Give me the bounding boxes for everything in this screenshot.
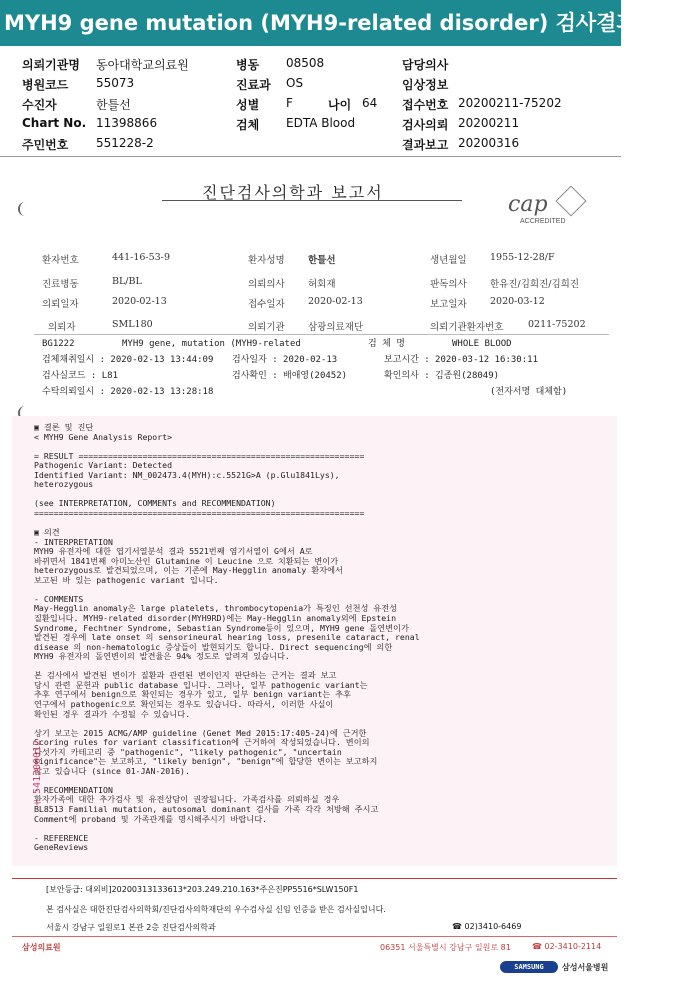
value-request-date: 20200211 bbox=[458, 116, 520, 130]
label-physician: 담당의사 bbox=[402, 58, 449, 72]
divider bbox=[0, 156, 621, 157]
field-label: 의뢰자 bbox=[48, 322, 76, 333]
field-value: 1955-12-28/F bbox=[490, 252, 555, 263]
report-line: < MYH9 Gene Analysis Report> bbox=[34, 431, 173, 442]
label-resident-no: 주민번호 bbox=[22, 138, 69, 152]
field-label: 판독의사 bbox=[430, 279, 467, 290]
field-label: 의뢰기관환자번호 bbox=[430, 322, 504, 333]
binder-hole bbox=[18, 202, 30, 216]
report-line: heterozygous로 발견되었으며, 이는 기존에 May-Hegglin anomaly 환자에서 bbox=[34, 565, 343, 576]
label-chart-no: Chart No. bbox=[22, 116, 87, 130]
report-line: Syndrome, Fechtner Syndrome, Sebastian Syndrome등이 있으며, MYH9 gene 돌연변이가 bbox=[34, 622, 409, 633]
field-label: 의뢰기관 bbox=[248, 322, 285, 333]
report-line: 발견된 경우에 late onset 의 sensorineural hearing loss, presenile cataract, renal bbox=[34, 632, 420, 643]
report-line: MYH9 유전자의 돌연변이의 발견율은 94% 정도로 알려져 있습니다. bbox=[34, 651, 290, 662]
report-line: Comment에 proband 및 가족관계를 명시해주시기 바랍니다. bbox=[34, 813, 268, 824]
report-line: Identified Variant: NM_002473.4(MYH):c.5521G>A (p.Glu1841Lys), bbox=[34, 469, 340, 480]
field-value: 허회재 bbox=[308, 279, 336, 290]
collection-time: 검체채취일시 : 2020-02-13 13:44:09 bbox=[42, 355, 214, 365]
report-line: = RESULT ========================================================== bbox=[34, 450, 365, 461]
report-line: 바뀌면서 1841번째 아미노산인 Glutamine 이 Leucine 으로 치환되는 변이가 bbox=[34, 555, 339, 566]
vertical-serial: + 541300012 bbox=[32, 739, 43, 806]
field-value: 2020-02-13 bbox=[112, 296, 167, 307]
hospital-address: 06351 서울특별시 강남구 일원로 81 bbox=[380, 943, 511, 952]
field-value: 2020-03-12 bbox=[490, 296, 545, 307]
report-line: 환자가족에 대한 추가검사 및 유전상담이 권장됩니다. 가족검사를 의뢰하실 경우 bbox=[34, 794, 340, 805]
value-chart-no: 11398866 bbox=[96, 116, 158, 130]
lab-code: 검사실코드 : L81 bbox=[42, 371, 118, 381]
label-sex: 성별 bbox=[236, 98, 260, 112]
label-report-date: 결과보고 bbox=[402, 138, 449, 152]
report-line: 확인된 경우 결과가 수정될 수 있습니다. bbox=[34, 708, 191, 719]
report-line: 연구에서 pathogenic으로 확인되는 경우도 있습니다. 따라서, 이러한 사실이 bbox=[34, 698, 334, 709]
scanned-report bbox=[12, 166, 617, 972]
value-accession-no: 20200211-75202 bbox=[458, 96, 562, 110]
report-line: Pathogenic Variant: Detected bbox=[34, 460, 173, 471]
report-line: (see INTERPRETATION, COMMENTs and RECOMMENDATION) bbox=[34, 498, 276, 509]
field-value: 삼광의료재단 bbox=[308, 322, 364, 333]
specimen-label: 검 체 명 bbox=[368, 339, 405, 349]
test-verifier: 검사확인 : 배애영(20452) bbox=[232, 371, 348, 381]
label-specimen: 검체 bbox=[236, 118, 260, 132]
test-date: 검사일자 : 2020-02-13 bbox=[232, 355, 338, 365]
label-department: 진료과 bbox=[236, 78, 271, 92]
value-ward: 08508 bbox=[286, 56, 325, 70]
field-value: 0211-75202 bbox=[528, 319, 586, 330]
verifying-doctor: 확인의사 : 김종원(28049) bbox=[384, 371, 500, 381]
cap-accredited-logo: cap ACCREDITED bbox=[502, 190, 592, 230]
test-name: MYH9 gene, mutation (MYH9-related bbox=[122, 339, 301, 349]
field-label: 환자번호 bbox=[42, 255, 79, 266]
report-line: BL8513 Familial mutation, autosomal dominant 검사를 가족 각각 처방해 주시고 bbox=[34, 804, 379, 814]
value-report-date: 20200316 bbox=[458, 136, 520, 150]
report-line: GeneReviews bbox=[34, 842, 89, 853]
report-line: - REFERENCE bbox=[34, 832, 89, 843]
field-value: 441-16-53-9 bbox=[112, 252, 170, 263]
report-line: MYH9 유전자에 대한 엽기서열분석 결과 5521번째 염기서열이 G에서 A로 bbox=[34, 546, 313, 557]
report-line: 본 검사에서 발견된 변이가 질환과 관련된 변이인지 판단하는 근거는 결과 보고 bbox=[34, 670, 337, 681]
report-line: 다섯가지 카테고리 중 "pathogenic", "likely pathogenic", "uncertain bbox=[34, 746, 342, 757]
value-patient: 한틀선 bbox=[96, 98, 131, 112]
heading-underline bbox=[162, 200, 462, 201]
value-department: OS bbox=[286, 76, 304, 90]
field-label: 보고일자 bbox=[430, 299, 467, 310]
test-code: BG1222 bbox=[42, 339, 75, 349]
value-specimen: EDTA Blood bbox=[286, 116, 356, 130]
value-institution: 동아대학교의료원 bbox=[96, 58, 189, 72]
report-time: 보고시간 : 2020-03-12 16:30:11 bbox=[384, 355, 538, 365]
field-value: 한틀선 bbox=[308, 255, 336, 266]
label-clinical-info: 임상정보 bbox=[402, 78, 449, 92]
field-label: 환자성명 bbox=[248, 255, 285, 266]
report-line: disease 의 non-hematologic 증상들이 발현되기도 합니다. Direct sequencing에 의한 bbox=[34, 641, 393, 652]
report-title-banner: MYH9 gene mutation (MYH9-related disorder) 검사결과보고서 bbox=[0, 0, 621, 46]
label-patient: 수진자 bbox=[22, 98, 57, 112]
value-hospital-code: 55073 bbox=[96, 76, 135, 90]
report-line: ▣ 결론 및 진단 bbox=[34, 422, 94, 432]
lab-address: 서울시 강남구 일원로1 본관 2층 진단검사의학과 bbox=[46, 923, 216, 932]
report-line: - RECOMMENDATION bbox=[34, 784, 113, 795]
divider bbox=[12, 936, 617, 937]
field-value: 한유진/김희진/김희진 bbox=[490, 279, 579, 290]
label-request-date: 검사의뢰 bbox=[402, 118, 449, 132]
divider bbox=[34, 334, 609, 335]
report-line: - COMMENTS bbox=[34, 593, 84, 604]
hospital-name: 삼성서울병원 bbox=[562, 963, 609, 972]
report-line: 질환입니다. MYH9-related disorder(MYH9RD)에는 May-Hegglin anomaly외에 Epstein bbox=[34, 613, 397, 623]
samsung-logo: SAMSUNG bbox=[500, 961, 558, 973]
field-label: 의뢰일자 bbox=[42, 299, 79, 310]
report-line: =================================================================== bbox=[34, 507, 365, 518]
specimen-value: WHOLE BLOOD bbox=[452, 339, 512, 349]
report-line: 보고된 바 있는 pathogenic variant 입니다. bbox=[34, 574, 219, 585]
divider bbox=[12, 878, 617, 879]
receipt-time: 수탁의뢰일시 : 2020-02-13 13:28:18 bbox=[42, 387, 214, 397]
report-line: 않고 있습니다 (since 01-JAN-2016). bbox=[34, 765, 190, 776]
field-value: SML180 bbox=[112, 319, 153, 330]
report-line: significance"는 보고하고, "likely benign", "benign"에 합당한 변이는 보고하지 bbox=[34, 756, 378, 767]
report-line: 추후 연구에서 benign으로 확인되는 경우가 있고, 일부 benign variant는 추후 bbox=[34, 689, 351, 700]
field-value: 2020-02-13 bbox=[308, 296, 363, 307]
field-label: 진료병동 bbox=[42, 279, 79, 290]
report-line: Scoring rules for variant classification에 근거하여 작성되었습니다. 변이의 bbox=[34, 737, 370, 748]
security-line: [보안등급: 대외비]20200313133613*203.249.210.163*주은진PP5516*SLW150F1 bbox=[46, 885, 359, 894]
label-age: 나이 bbox=[328, 98, 352, 112]
hospital-phone: ☎ 02-3410-2114 bbox=[532, 942, 602, 951]
report-line: 상기 보고는 2015 ACMG/AMP guideline (Genet Med 2015:17:405-24)에 근거한 bbox=[34, 727, 367, 738]
request-info-table bbox=[0, 52, 621, 152]
label-ward: 병동 bbox=[236, 58, 260, 72]
value-sex: F bbox=[286, 96, 293, 110]
label-institution: 의뢰기관명 bbox=[22, 58, 80, 72]
report-line: heterozygous bbox=[34, 479, 94, 490]
field-value: BL/BL bbox=[112, 276, 142, 287]
value-resident-no: 551228-2 bbox=[96, 136, 154, 150]
medical-center-name: 삼성의료원 bbox=[22, 943, 61, 952]
report-line: ▣ 의견 bbox=[34, 527, 60, 538]
e-signature-note: (전자서명 대체함) bbox=[490, 387, 568, 397]
label-accession-no: 접수번호 bbox=[402, 98, 449, 112]
report-line: 당시 관련 문헌과 public database 입니다. 그러나, 일부 pathogenic variant는 bbox=[34, 679, 368, 690]
report-line: - INTERPRETATION bbox=[34, 536, 113, 547]
value-age: 64 bbox=[362, 96, 378, 110]
report-heading: 진단검사의학과 보고서 bbox=[202, 183, 384, 202]
accreditation-note: 본 검사실은 대한진단검사의학회/진단검사의학재단의 우수검사실 신임 인증을 받은 검사실입니다. bbox=[46, 905, 386, 914]
label-hospital-code: 병원코드 bbox=[22, 78, 69, 92]
lab-phone: ☎ 02)3410-6469 bbox=[452, 922, 522, 931]
field-label: 생년월일 bbox=[430, 255, 467, 266]
field-label: 접수일자 bbox=[248, 299, 285, 310]
field-label: 의뢰의사 bbox=[248, 279, 285, 290]
report-line: May-Hegglin anomaly은 large platelets, thrombocytopenia가 특징인 선천성 유전성 bbox=[34, 603, 398, 614]
